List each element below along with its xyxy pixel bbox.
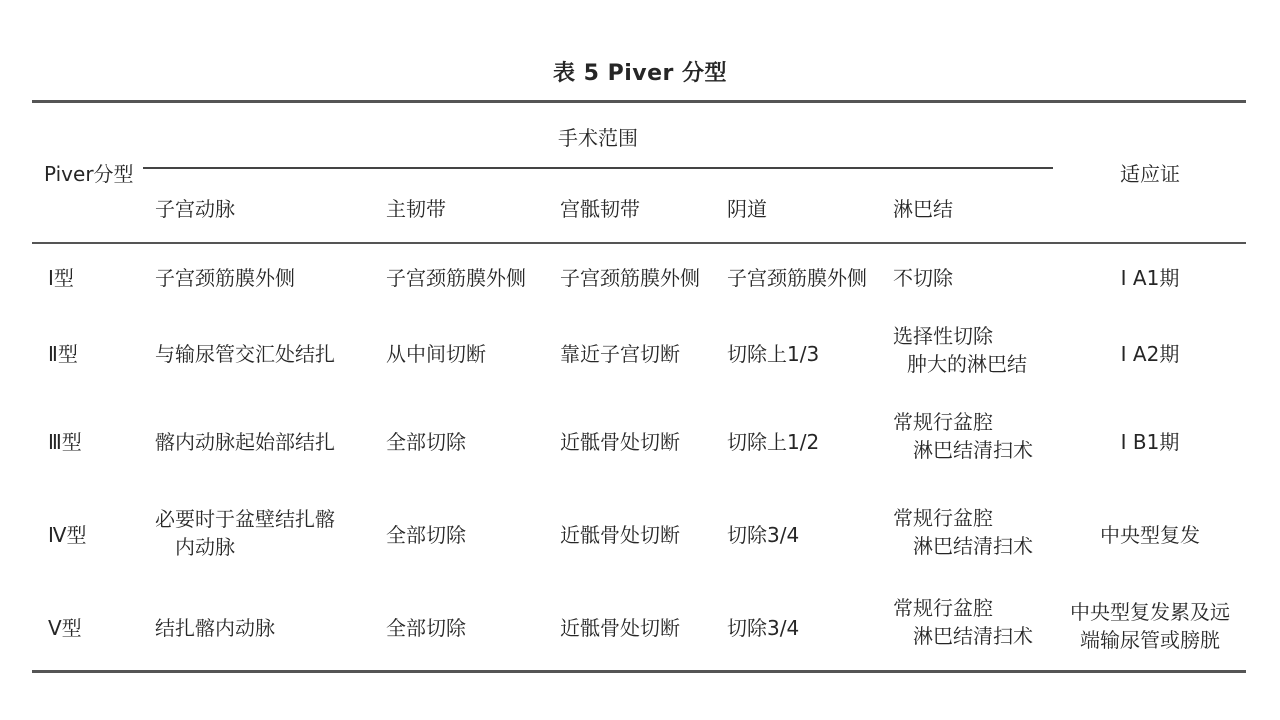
- header-lymph-nodes: 淋巴结: [893, 197, 953, 221]
- bottom-rule: [32, 670, 1246, 673]
- row-uterosacral-ligament: 靠近子宫切断: [560, 342, 680, 366]
- row-uterosacral-ligament: 近骶骨处切断: [560, 523, 680, 547]
- row-indication: Ⅰ A2期: [1120, 342, 1180, 366]
- row-lymph-nodes: 不切除: [893, 266, 953, 290]
- row-lymph-nodes: 选择性切除 肿大的淋巴结: [893, 324, 1027, 376]
- scope-span-rule: [143, 167, 1053, 169]
- header-piver-type: Piver分型: [44, 162, 134, 186]
- row-indication: Ⅰ A1期: [1120, 266, 1180, 290]
- row-type: Ⅳ型: [48, 523, 87, 547]
- row-uterine-artery: 髂内动脉起始部结扎: [155, 430, 335, 454]
- row-lymph-nodes: 常规行盆腔 淋巴结清扫术: [893, 596, 1033, 648]
- header-uterine-artery: 子宫动脉: [155, 197, 235, 221]
- row-vagina: 子宫颈筋膜外侧: [727, 266, 867, 290]
- row-vagina: 切除上1/2: [727, 430, 820, 454]
- row-indication: 中央型复发累及远 端输尿管或膀胱: [1070, 600, 1230, 652]
- header-surgical-scope: 手术范围: [558, 126, 638, 150]
- row-uterine-artery: 子宫颈筋膜外侧: [155, 266, 295, 290]
- table-title: 表 5 Piver 分型: [552, 61, 728, 86]
- row-vagina: 切除3/4: [727, 523, 800, 547]
- header-indication: 适应证: [1120, 162, 1180, 186]
- row-cardinal-ligament: 子宫颈筋膜外侧: [386, 266, 526, 290]
- row-vagina: 切除3/4: [727, 616, 800, 640]
- row-vagina: 切除上1/3: [727, 342, 820, 366]
- row-cardinal-ligament: 全部切除: [386, 616, 466, 640]
- row-indication: Ⅰ B1期: [1120, 430, 1180, 454]
- header-rule: [32, 242, 1246, 244]
- row-type: Ⅱ型: [48, 342, 78, 366]
- row-cardinal-ligament: 从中间切断: [386, 342, 486, 366]
- row-uterine-artery: 必要时于盆壁结扎髂 内动脉: [155, 507, 335, 559]
- row-lymph-nodes: 常规行盆腔 淋巴结清扫术: [893, 410, 1033, 462]
- header-cardinal-ligament: 主韧带: [386, 197, 446, 221]
- top-rule: [32, 100, 1246, 103]
- row-lymph-nodes: 常规行盆腔 淋巴结清扫术: [893, 506, 1033, 558]
- row-type: Ⅰ型: [48, 266, 74, 290]
- row-uterosacral-ligament: 近骶骨处切断: [560, 430, 680, 454]
- row-cardinal-ligament: 全部切除: [386, 430, 466, 454]
- header-vagina: 阴道: [727, 197, 767, 221]
- row-uterosacral-ligament: 子宫颈筋膜外侧: [560, 266, 700, 290]
- row-uterosacral-ligament: 近骶骨处切断: [560, 616, 680, 640]
- row-indication: 中央型复发: [1100, 523, 1200, 547]
- row-cardinal-ligament: 全部切除: [386, 523, 466, 547]
- header-uterosacral-ligament: 宫骶韧带: [560, 197, 640, 221]
- row-uterine-artery: 与输尿管交汇处结扎: [155, 342, 335, 366]
- row-type: Ⅲ型: [48, 430, 82, 454]
- row-type: Ⅴ型: [48, 616, 82, 640]
- row-uterine-artery: 结扎髂内动脉: [155, 616, 275, 640]
